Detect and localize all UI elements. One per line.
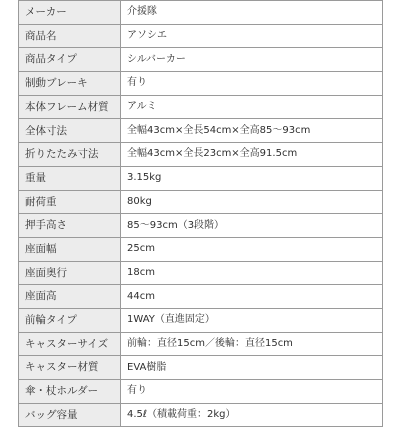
spec-row-caster-size: [19, 332, 383, 356]
spec-value: 全幅43cm×全長54cm×全高85〜93cm: [121, 119, 383, 143]
spec-row-seat-width: [19, 237, 383, 261]
spec-label: 全体寸法: [19, 119, 121, 143]
spec-label: 商品タイプ: [19, 48, 121, 72]
spec-value: 44cm: [121, 285, 383, 309]
spec-table: [18, 0, 383, 427]
spec-value: 介援隊: [121, 1, 383, 25]
spec-row-seat-height: [19, 285, 383, 309]
spec-row-caster-material: [19, 356, 383, 380]
spec-label: 重量: [19, 166, 121, 190]
spec-value: 前輪：直径15cm／後輪：直径15cm: [121, 332, 383, 356]
spec-label: 傘・杖ホルダー: [19, 380, 121, 404]
spec-label: 押手高さ: [19, 214, 121, 238]
spec-value: アルミ: [121, 95, 383, 119]
spec-value: 有り: [121, 380, 383, 404]
spec-row-product-type: [19, 48, 383, 72]
spec-value: 有り: [121, 72, 383, 96]
spec-label: バッグ容量: [19, 403, 121, 427]
spec-value: シルバーカー: [121, 48, 383, 72]
spec-value: 4.5ℓ（積載荷重：2kg）: [121, 403, 383, 427]
spec-row-holder: [19, 380, 383, 404]
spec-row-handle-height: [19, 214, 383, 238]
spec-label: 座面幅: [19, 237, 121, 261]
spec-row-brake: [19, 72, 383, 96]
spec-value: EVA樹脂: [121, 356, 383, 380]
spec-row-front-wheel-type: [19, 308, 383, 332]
spec-value: 85〜93cm（3段階）: [121, 214, 383, 238]
spec-label: 耐荷重: [19, 190, 121, 214]
spec-row-seat-depth: [19, 261, 383, 285]
spec-row-frame-material: [19, 95, 383, 119]
spec-row-weight: [19, 166, 383, 190]
spec-sheet: [18, 0, 382, 421]
spec-label: 制動ブレーキ: [19, 72, 121, 96]
spec-value: 80kg: [121, 190, 383, 214]
spec-value: 18cm: [121, 261, 383, 285]
spec-label: 前輪タイプ: [19, 308, 121, 332]
spec-label: 座面高: [19, 285, 121, 309]
spec-row-load-capacity: [19, 190, 383, 214]
spec-label: メーカー: [19, 1, 121, 25]
spec-label: キャスター材質: [19, 356, 121, 380]
spec-row-bag-capacity: [19, 403, 383, 427]
spec-row-maker: [19, 1, 383, 25]
spec-value: 全幅43cm×全長23cm×全高91.5cm: [121, 143, 383, 167]
spec-row-product-name: [19, 24, 383, 48]
spec-label: 本体フレーム材質: [19, 95, 121, 119]
spec-row-folded-size: [19, 143, 383, 167]
spec-value: 25cm: [121, 237, 383, 261]
spec-label: 折りたたみ寸法: [19, 143, 121, 167]
spec-label: 商品名: [19, 24, 121, 48]
spec-value: アソシエ: [121, 24, 383, 48]
spec-label: 座面奥行: [19, 261, 121, 285]
spec-value: 1WAY（直進固定）: [121, 308, 383, 332]
spec-label: キャスターサイズ: [19, 332, 121, 356]
spec-value: 3.15kg: [121, 166, 383, 190]
spec-row-overall-size: [19, 119, 383, 143]
